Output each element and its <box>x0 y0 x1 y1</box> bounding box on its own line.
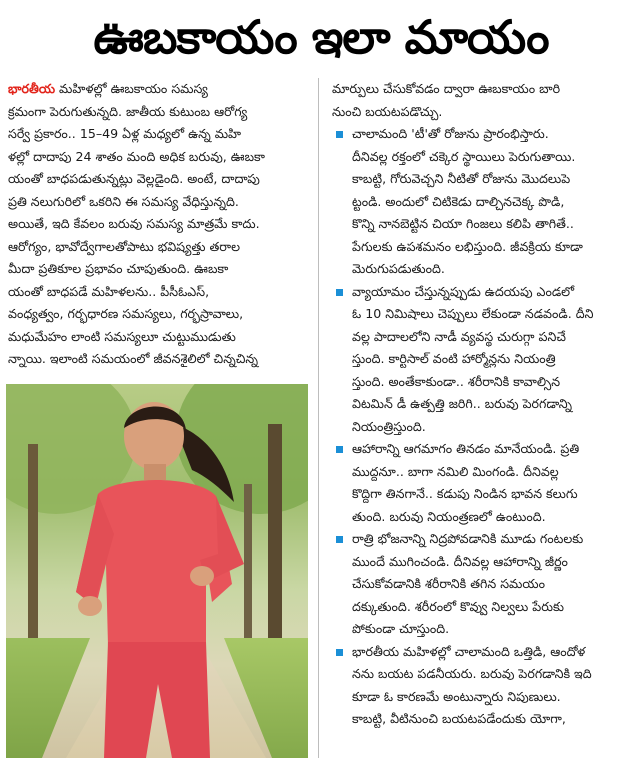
left-column <box>8 78 308 371</box>
bullet-line: ముందే ముగించండి. దీనివల్ల ఆహారాన్ని జీర్ణం <box>352 553 568 569</box>
square-bullet-icon <box>336 446 343 453</box>
bullet-line: ముద్దనూ.. బాగా నమిలి మింగండి. దీనివల్ల <box>352 463 559 479</box>
bullet-line: పేగులకు ఉపశమనం లభిస్తుంది. జీవక్రియ కూడా <box>352 238 583 254</box>
bullet-line: విటమిన్ డీ ఉత్పత్తి జరిగి.. బరువు పెరగడాన్ని <box>352 396 572 411</box>
bullet-line: స్తుంది. కార్టిసాల్ వంటి హార్మోన్లను నియంత్రి <box>352 351 556 366</box>
bullet-line: కాబట్టి, వీటినుంచి బయటపడేందుకు యోగా, <box>352 711 566 726</box>
bullet-line: కొద్దిగా తినగానే.. కడుపు నిండిన భావన కలుగు <box>352 486 578 501</box>
bullet-line: స్తుంది. అంతేకాకుండా.. శరీరానికి కావాల్సిన <box>352 373 561 389</box>
tip-bullet <box>332 438 634 528</box>
bullet-line: దక్కుతుంది. శరీరంలో కొవ్వు నిల్వలు పేరుకు <box>352 598 564 614</box>
tip-bullet <box>332 281 634 439</box>
square-bullet-icon <box>336 649 343 656</box>
bullet-line: నియంత్రిస్తుంది. <box>352 418 426 434</box>
bullet-line: రాత్రి భోజనాన్ని నిద్రపోవడానికి మూడు గంటలకు <box>352 531 584 546</box>
paragraph-line: మార్పులు చేసుకోవడం ద్వారా ఊబకాయం బారి <box>332 81 561 96</box>
lead-word: భారతీయ <box>8 81 56 96</box>
bullet-line: కూడా ఓ కారణమే అంటున్నారు నిపుణులు. <box>352 688 561 704</box>
woman-jogging-icon <box>6 384 308 758</box>
paragraph-line: అయితే, ఇది కేవలం బరువు సమస్య మాత్రమే కాదు. <box>8 216 260 231</box>
bullet-line: ఓ 10 నిమిషాలు చెప్పులు లేకుండా నడవండి. దీని <box>352 306 594 321</box>
paragraph-line: ఆరోగ్యం, భావోద్వేగాలతోపాటు భవిష్యత్తు తరాల <box>8 238 241 254</box>
woman-jogging-photo <box>6 384 308 758</box>
paragraph-line: న్నాయి. ఇలాంటి సమయంలో జీవనశైలిలో చిన్నచిన్న <box>8 351 259 366</box>
square-bullet-icon <box>336 289 343 296</box>
bullet-line: కాబట్టి, గోరువెచ్చని నీటితో రోజును మొదలుపె <box>352 171 571 186</box>
bullet-line: పోకుండా చూస్తుంది. <box>352 621 450 636</box>
tip-bullet <box>332 528 634 641</box>
paragraph-line: యంతో బాధపడే మహిళలను.. పీసీఓఎస్, <box>8 283 210 299</box>
paragraph-line: ప్రతి నలుగురిలో ఒకరిని ఈ సమస్య వేధిస్తున్నది. <box>8 193 239 209</box>
paragraph-line: క్రమంగా పెరుగుతున్నది. జాతీయ కుటుంబ ఆరోగ్య <box>8 103 248 119</box>
paragraph-line: ళల్లో దాదాపు 24 శాతం మంది అధిక బరువు, ఊబకా <box>8 148 265 164</box>
paragraph-line: మధుమేహం లాంటి సమస్యలూ చుట్టుముడుతు <box>8 328 236 344</box>
bullet-line: నను బయట పడనీయరు. బరువు పెరగడానికి ఇది <box>352 666 592 681</box>
bullet-line: ఆహారాన్ని ఆగమాగం తినడం మానేయండి. ప్రతి <box>352 441 580 456</box>
bullet-line: దీనివల్ల రక్తంలో చక్కెర స్థాయిలు పెరుగుతాయి. <box>352 148 576 164</box>
first-line-rest: మహిళల్లో ఊబకాయం సమస్య <box>55 81 208 96</box>
bullet-line: వల్ల పాదాలలోని నాడీ వ్యవస్థ చురుగ్గా పనిచే <box>352 328 566 344</box>
article-headline: ఊబకాయం ఇలా మాయం <box>93 10 549 64</box>
tip-bullet <box>332 641 634 731</box>
paragraph-line: మీదా ప్రతికూల ప్రభావం చూపుతుంది. ఊబకా <box>8 261 229 276</box>
paragraph-line: వంధ్యత్వం, గర్భధారణ సమస్యలు, గర్భస్రావాలు, <box>8 306 244 321</box>
bullet-line: తుంది. బరువు నియంత్రణలో ఉంటుంది. <box>352 508 546 524</box>
right-column <box>332 78 634 731</box>
bullet-line: కొన్ని నానబెట్టిన చియా గింజలు కలిపి తాగితే.. <box>352 216 574 231</box>
paragraph-line: నుంచి బయటపడొచ్చు. <box>332 103 443 119</box>
square-bullet-icon <box>336 536 343 543</box>
paragraph-line: యంతో బాధపడుతున్నట్లు వెల్లడైంది. అంటే, దాదాపు <box>8 171 260 186</box>
bullet-line: వ్యాయామం చేస్తున్నప్పుడు ఉదయపు ఎండలో <box>352 283 575 299</box>
bullet-line: మెరుగుపడుతుంది. <box>352 261 445 276</box>
column-divider <box>318 78 319 758</box>
paragraph-line: సర్వే ప్రకారం.. 15–49 ఏళ్ల మధ్యలో ఉన్న మహి <box>8 126 242 141</box>
bullet-line: ట్టండి. అందులో చిటికెడు దాల్చినచెక్క పొడి, <box>352 193 565 209</box>
bullet-line: చేసుకోవడానికి శరీరానికి తగిన సమయం <box>352 576 545 591</box>
bullet-line: భారతీయ మహిళల్లో చాలామంది ఒత్తిడి, ఆందోళ <box>352 643 586 659</box>
paragraph-first-line <box>8 78 308 101</box>
tip-bullet <box>332 123 634 281</box>
bullet-line: చాలామంది 'టీ'తో రోజును ప్రారంభిస్తారు. <box>352 126 549 141</box>
square-bullet-icon <box>336 131 343 138</box>
